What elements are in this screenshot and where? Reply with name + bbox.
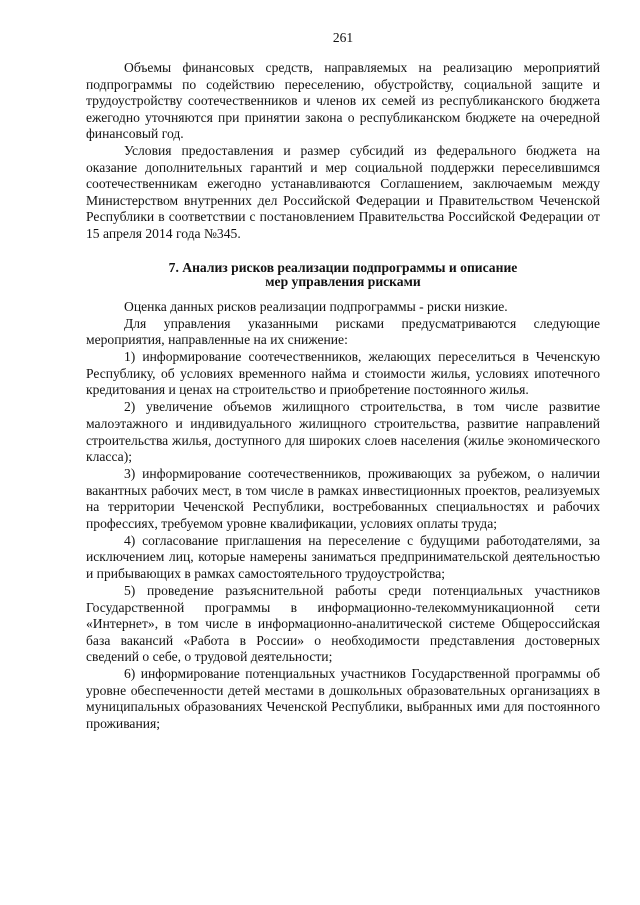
list-item-measure-5: 5) проведение разъяснительной работы среди потенциальных участников Государственной программы в информационно-телекоммуникационной сети «Интернет», в том числе в информационно-аналитической системе Общероссийская база вакансий «Работа в России» о необходимости представления достоверных сведений о себе, о трудовой деятельности; <box>86 583 600 665</box>
list-item-measure-6: 6) информирование потенциальных участников Государственной программы об уровне обеспеченности детей местами в дошкольных образовательных организациях в муниципальных образованиях Чеченской Республики, выбранных ими для постоянного проживания; <box>86 666 600 731</box>
paragraph-funding-volumes: Объемы финансовых средств, направляемых на реализацию мероприятий подпрограммы по содействию переселению, обустройству, социальной защите и трудоустройству соотечественников и членов их семей из республиканского бюджета ежегодно уточняются при принятии закона о республиканском бюджете на очередной финансовый год. <box>86 60 600 142</box>
paragraph-subsidy-conditions: Условия предоставления и размер субсидий из федерального бюджета на оказание дополнительных гарантий и мер социальной поддержки переселившимся соотечественникам ежегодно устанавливаются Соглашением, заключаемым между Министерством внутренних дел Российской Федерации и Правительством Чеченской Республики в соответствии с постановлением Правительства Российской Федерации от 15 апреля 2014 года №345. <box>86 143 600 241</box>
list-item-measure-3: 3) информирование соотечественников, проживающих за рубежом, о наличии вакантных рабочих мест, в том числе в рамках инвестиционных проектов, реализуемых на территории Чеченской Республики, востребованных специальностях и рабочих профессиях, требуемом уровне квалификации, условиях оплаты труда; <box>86 466 600 531</box>
paragraph-risk-measures-intro: Для управления указанными рисками предусматриваются следующие мероприятия, направленные на их снижение: <box>86 315 600 348</box>
section-heading <box>86 261 600 290</box>
section-heading-line-1: 7. Анализ рисков реализации подпрограммы и описание <box>168 259 518 275</box>
list-item-measure-1: 1) информирование соотечественников, желающих переселиться в Чеченскую Республику, об условиях временного найма и стоимости жилья, условиях ипотечного кредитования и ценах на строительство и приобретение постоянного жилья. <box>86 349 600 398</box>
paragraph-risk-assessment: Оценка данных рисков реализации подпрограммы - риски низкие. <box>124 298 508 314</box>
list-item-measure-2: 2) увеличение объемов жилищного строительства, в том числе развитие малоэтажного и индивидуального жилищного строительства, развитие направлений строительства жилья, доступного для широких слоев населения (жилье экономического класса); <box>86 399 600 465</box>
list-item-measure-4: 4) согласование приглашения на переселение с будущими работодателями, за исключением лиц, которые намерены заниматься предпринимательской деятельностью и прибывающих в рамках самостоятельного трудоустройства; <box>86 532 600 581</box>
page-number: 261 <box>332 30 354 45</box>
section-heading-line-2: мер управления рисками <box>265 274 421 290</box>
